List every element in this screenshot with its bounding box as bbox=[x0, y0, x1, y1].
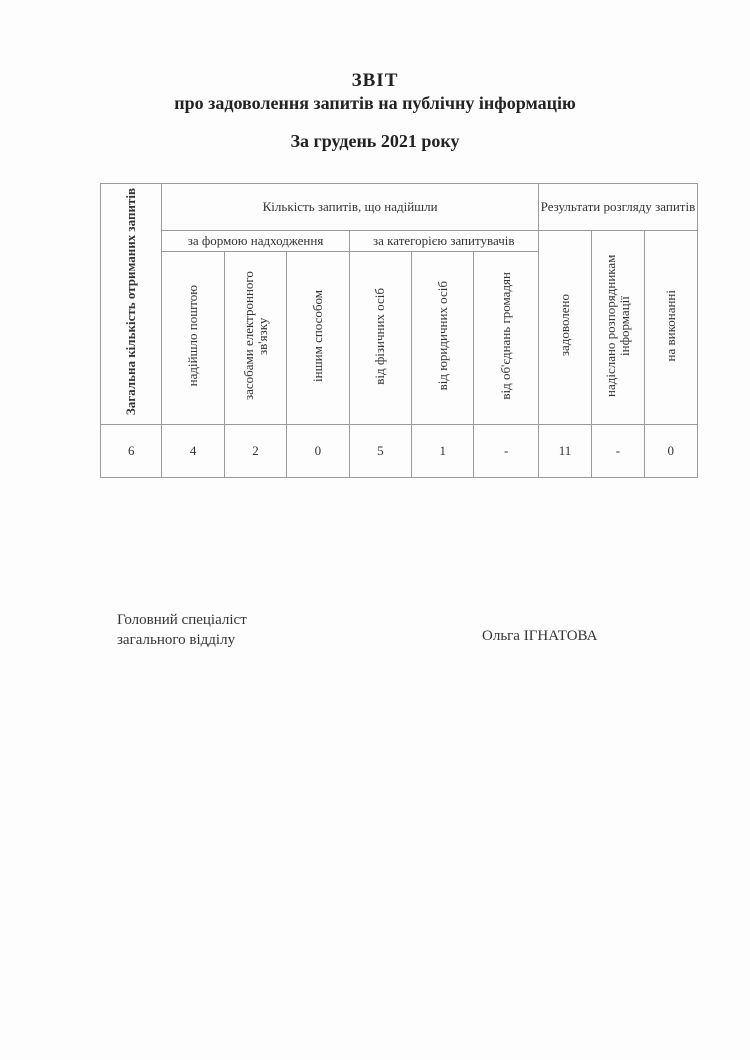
report-title: ЗВІТ bbox=[351, 70, 399, 91]
other-way-header: іншим способом bbox=[309, 290, 325, 382]
value-total: 6 bbox=[101, 425, 162, 478]
results-header: Результати розгляду запитів bbox=[538, 184, 697, 231]
by-category-header: за категорією запитувачів bbox=[349, 231, 538, 252]
total-header: Загальна кількість отриманих запитів bbox=[123, 188, 139, 416]
in-progress-header: на виконанні bbox=[662, 289, 678, 362]
by-form-header: за формою надходження bbox=[162, 231, 349, 252]
report-subtitle: про задоволення запитів на публічну інформацію bbox=[174, 93, 576, 113]
value-by-mail: 4 bbox=[162, 425, 224, 478]
value-associations: - bbox=[474, 425, 538, 478]
in-progress-header-cell bbox=[644, 231, 697, 425]
legal-entities-header: від юридичних осіб bbox=[434, 281, 450, 391]
value-satisfied: 11 bbox=[538, 425, 591, 478]
value-forwarded: - bbox=[592, 425, 644, 478]
signer-position-line1: Головний спеціаліст bbox=[117, 612, 247, 628]
report-period: За грудень 2021 року bbox=[290, 131, 460, 151]
electronic-header-cell bbox=[224, 252, 286, 425]
other-way-header-cell bbox=[287, 252, 349, 425]
by-mail-header: надійшло поштою bbox=[185, 285, 201, 387]
value-individuals: 5 bbox=[349, 425, 411, 478]
legal-entities-header-cell bbox=[412, 252, 474, 425]
satisfied-header: задоволено bbox=[557, 294, 573, 357]
forwarded-header-cell bbox=[592, 231, 644, 425]
individuals-header: від фізичних осіб bbox=[372, 287, 388, 385]
forwarded-header: надіслано розпорядникам інформації bbox=[602, 254, 632, 397]
electronic-header: засобами електронного зв'язку bbox=[240, 271, 270, 401]
total-header-cell bbox=[101, 184, 162, 425]
value-in-progress: 0 bbox=[644, 425, 697, 478]
associations-header-cell bbox=[474, 252, 538, 425]
associations-header: від об'єднань громадян bbox=[498, 272, 514, 400]
individuals-header-cell bbox=[349, 252, 411, 425]
value-legal-entities: 1 bbox=[412, 425, 474, 478]
signer-position-line2: загального відділу bbox=[117, 632, 236, 648]
by-mail-header-cell bbox=[162, 252, 224, 425]
value-other-way: 0 bbox=[287, 425, 349, 478]
value-electronic: 2 bbox=[224, 425, 286, 478]
signer-position bbox=[117, 610, 247, 650]
report-table bbox=[100, 183, 698, 478]
signer-name: Ольга ІГНАТОВА bbox=[482, 628, 598, 644]
satisfied-header-cell bbox=[538, 231, 591, 425]
received-header: Кількість запитів, що надійшли bbox=[162, 184, 538, 231]
